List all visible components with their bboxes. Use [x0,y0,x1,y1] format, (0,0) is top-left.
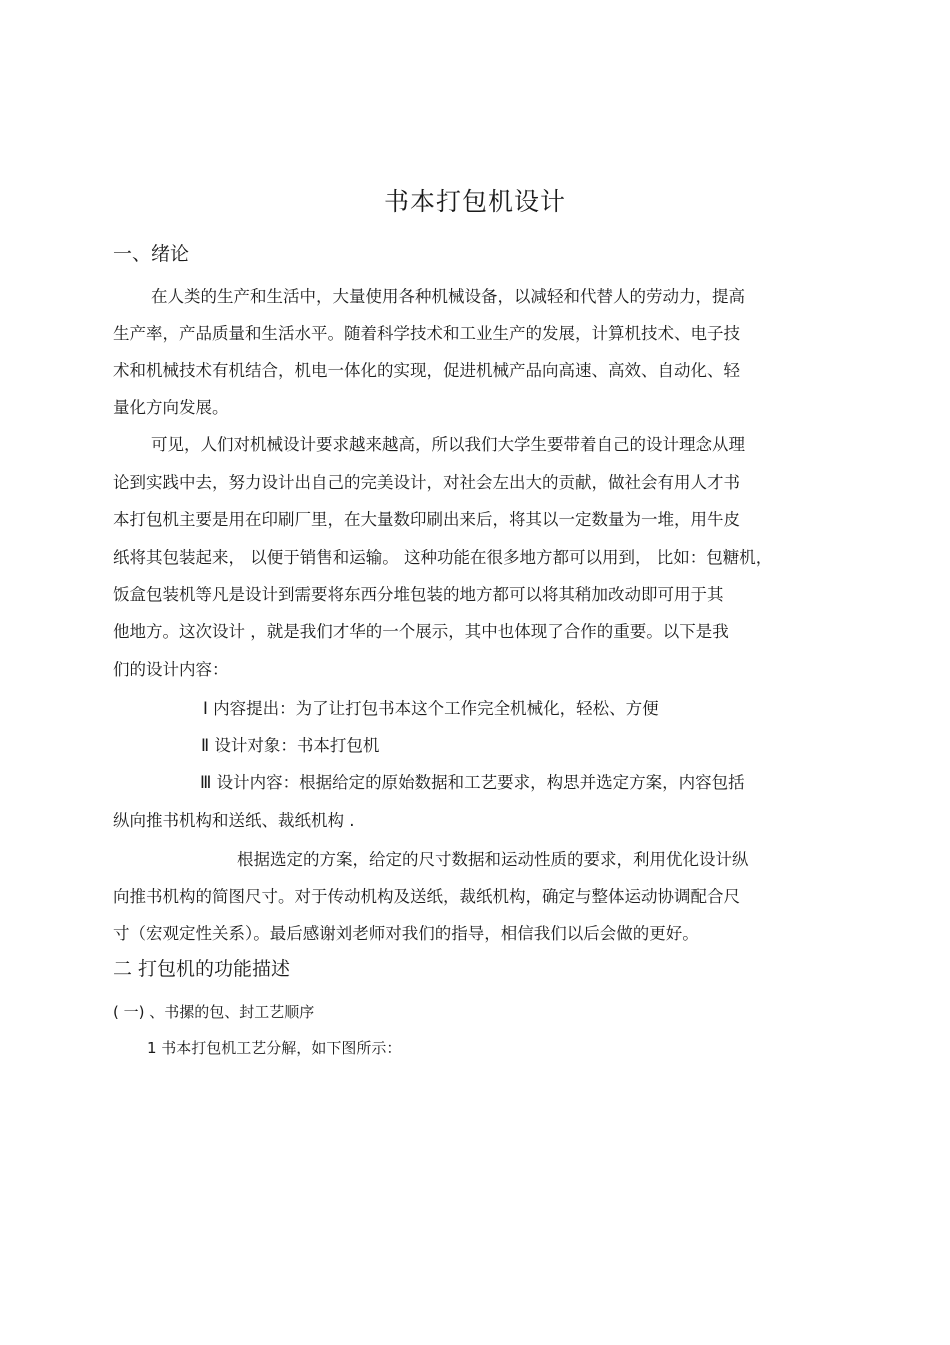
document-title: 书本打包机设计 [383,187,566,216]
paragraph-line: 根据选定的方案，给定的尺寸数据和运动性质的要求，利用优化设计纵 [237,850,749,869]
section-heading-function: 二 打包机的功能描述 [113,958,291,980]
design-item: Ⅱ 设计对象：书本打包机 [201,736,380,755]
design-item-continuation: 纵向推书机构和送纸、裁纸机构 . [113,811,355,830]
design-item: Ⅰ 内容提出：为了让打包书本这个工作完全机械化，轻松、方便 [203,699,659,718]
paragraph-line: 本打包机主要是用在印刷厂里，在大量数印刷出来后，将其以一定数量为一堆，用牛皮 [113,510,740,529]
paragraph-line: 寸（宏观定性关系）。最后感谢刘老师对我们的指导，相信我们以后会做的更好。 [113,924,699,943]
paragraph-line: 在人类的生产和生活中，大量使用各种机械设备，以减轻和代替人的劳动力，提高 [151,287,745,306]
paragraph-line: 饭盒包装机等凡是设计到需要将东西分堆包装的地方都可以将其稍加改动即可用于其 [113,585,724,604]
subsection-item: 1 书本打包机工艺分解，如下图所示： [147,1039,402,1057]
subsection-heading: ( 一) 、书摞的包、封工艺顺序 [113,1003,315,1021]
paragraph-line: 量化方向发展。 [113,398,229,417]
paragraph-line: 们的设计内容： [113,660,229,679]
paragraph-line: 生产率，产品质量和生活水平。随着科学技术和工业生产的发展，计算机技术、电子技 [113,324,740,343]
paragraph-line: 向推书机构的简图尺寸。对于传动机构及送纸，裁纸机构，确定与整体运动协调配合尺 [113,887,740,906]
paragraph-line: 纸将其包装起来， 以便于销售和运输。 这种功能在很多地方都可以用到， 比如：包糖机， [113,548,773,567]
section-heading-introduction: 一、绪论 [113,243,190,265]
paragraph-line: 可见，人们对机械设计要求越来越高，所以我们大学生要带着自己的设计理念从理 [151,435,745,454]
paragraph-line: 他地方。这次设计 ，就是我们才华的一个展示，其中也体现了合作的重要。以下是我 [113,622,729,641]
design-item: Ⅲ 设计内容：根据给定的原始数据和工艺要求，构思并选定方案，内容包括 [200,773,745,792]
paragraph-line: 论到实践中去，努力设计出自己的完美设计，对社会左出大的贡献，做社会有用人才书 [113,473,740,492]
paragraph-line: 术和机械技术有机结合，机电一体化的实现，促进机械产品向高速、高效、自动化、轻 [113,361,740,380]
